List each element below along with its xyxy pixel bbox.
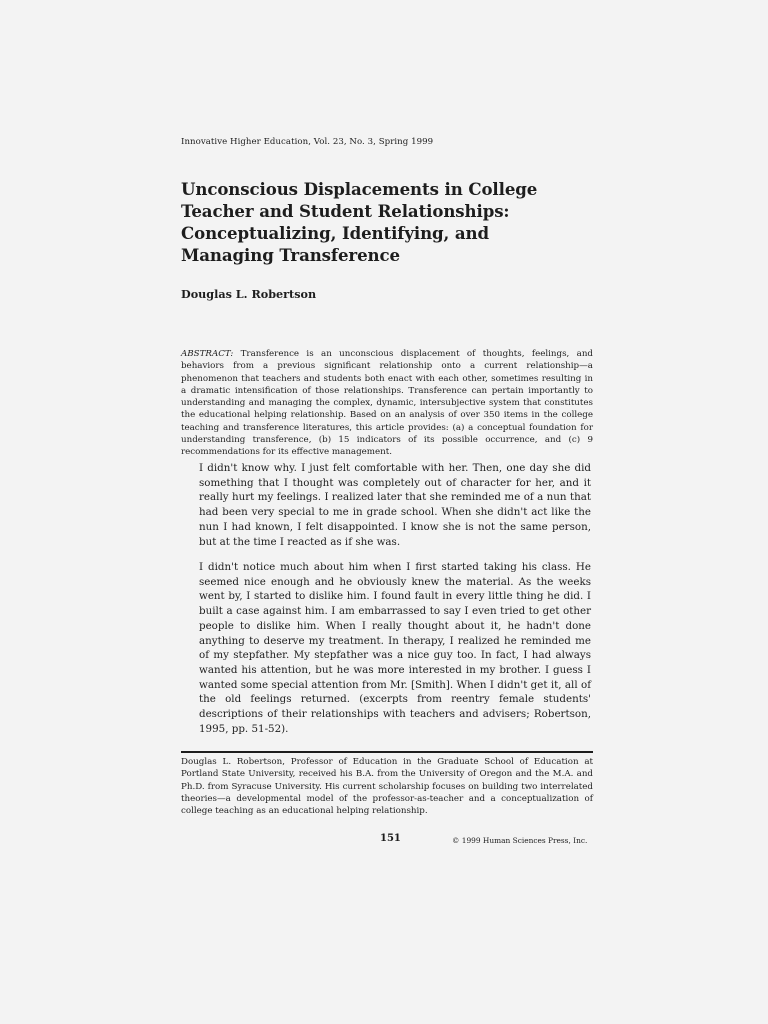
article-title	[181, 178, 601, 266]
author-footnote: Douglas L. Robertson, Professor of Education in the Graduate School of Education at Portland State University, received his B.A. from the University of Oregon and the M.A. and Ph.D. from Syracuse University. His current scholarship focuses on building two interrelated theories—a developmental model of the professor-as-teacher and a conceptualization of college teaching as an educational helping relationship.	[181, 757, 593, 817]
journal-citation: Innovative Higher Education, Vol. 23, No. 3, Spring 1999	[181, 137, 434, 147]
title-line-2: Teacher and Student Relationships:	[181, 201, 510, 221]
page-number: 151	[380, 833, 401, 844]
title-line-4: Managing Transference	[181, 245, 400, 265]
block-quote-1: I didn't know why. I just felt comfortable with her. Then, one day she did something that I thought was completely out of character for her, and it really hurt my feelings. I realized later that she reminded me of a nun that had been very special to me in grade school. When she didn't act like the nun I had known, I felt disappointed. I know she is not the same person, but at the time I reacted as if she was.	[199, 462, 591, 548]
block-quote-2: I didn't notice much about him when I first started taking his class. He seemed nice enough and he obviously knew the material. As the weeks went by, I started to dislike him. I found fault in every little thing he did. I built a case against him. I am embarrassed to say I even tried to get other people to dislike him. When I really thought about it, he hadn't done anything to deserve my treatment. In therapy, I realized he reminded me of my stepfather. My stepfather was a nice guy too. In fact, I had always wanted his attention, but he was more interested in my brother. I guess I wanted some special attention from Mr. [Smith]. When I didn't get it, all of the old feelings returned. (excerpts from reentry female students' descriptions of their relationships with teachers and advisers; Robertson, 1995, pp. 51-52).	[199, 561, 591, 735]
abstract-label: ABSTRACT:	[181, 349, 234, 359]
abstract	[181, 348, 593, 459]
abstract-text: Transference is an unconscious displacement of thoughts, feelings, and behaviors from a previous significant relationship onto a current relationship—a phenomenon that teachers and students both enact with each other, sometimes resulting in a dramatic intensification of those relationships. Transference can pertain importantly to understanding and managing the complex, dynamic, intersubjective system that constitutes the educational helping relationship. Based on an analysis of over 350 items in the college teaching and transference literatures, this article provides: (a) a conceptual foundation for understanding transference, (b) 15 indicators of its possible occurrence, and (c) 9 recommendations for its effective management.	[181, 349, 593, 458]
title-line-1: Unconscious Displacements in College	[181, 179, 538, 199]
footnote-divider	[181, 751, 593, 753]
author-name: Douglas L. Robertson	[181, 287, 317, 301]
title-line-3: Conceptualizing, Identifying, and	[181, 223, 490, 243]
copyright-notice: © 1999 Human Sciences Press, Inc.	[452, 836, 588, 845]
